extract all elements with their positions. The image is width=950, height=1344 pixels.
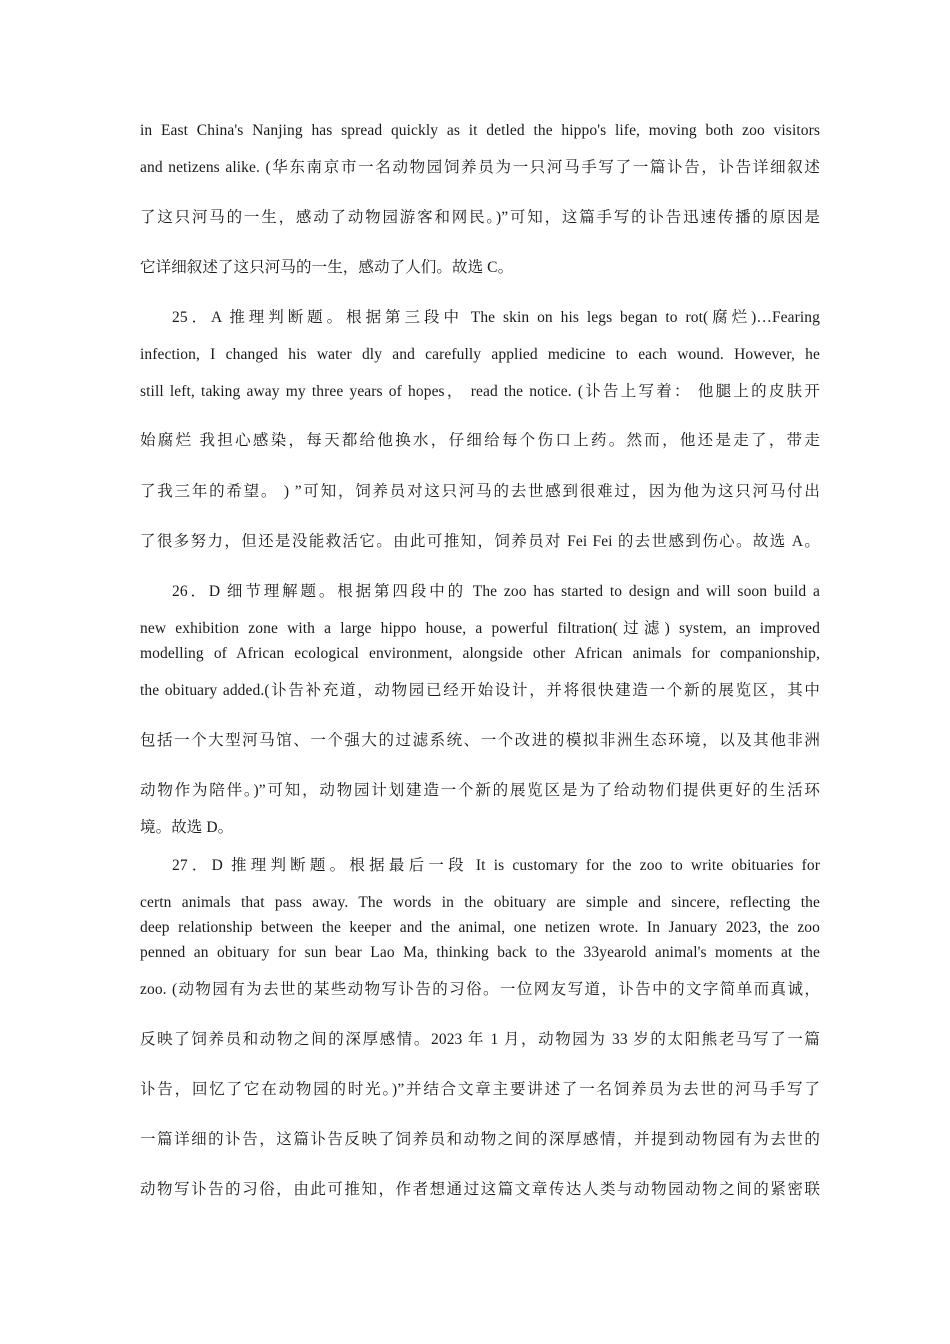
text-line: 包括一个大型河马馆、一个强大的过滤系统、一个改进的模拟非洲生态环境，以及其他非洲 (140, 732, 820, 749)
text-line: 一篇详细的讣告，这篇讣告反映了饲养员和动物之间的深厚感情，并提到动物园有为去世的 (140, 1131, 820, 1148)
text-line: certn animals that pass away. The words in the obituary are simple and sincere, reflecting the (140, 894, 820, 911)
answer-26-heading: 26．D 细节理解题。根据第四段中的 The zoo has started to design and will soon build a (172, 583, 820, 600)
text-line: new exhibition zone with a large hippo house, a powerful filtration(过滤) system, an improved (140, 620, 820, 637)
text-line: 始腐烂 我担心感染，每天都给他换水，仔细给每个伤口上药。然而，他还是走了，带走 (140, 432, 820, 449)
text-line: zoo. (动物园有为去世的某些动物写讣告的习俗。一位网友写道，讣告中的文字简单而真诚， (140, 981, 820, 998)
text-line: deep relationship between the keeper and the animal, one netizen wrote. In January 2023, the zoo (140, 919, 820, 936)
text-line: in East China's Nanjing has spread quickly as it detled the hippo's life, moving both zoo visitors (140, 122, 820, 139)
text-line: 境。故选 D。 (140, 819, 234, 836)
answer-25-heading: 25．A 推理判断题。根据第三段中 The skin on his legs began to rot(腐烂)…Fearing (172, 309, 820, 326)
text-line: modelling of African ecological environment, alongside other African animals for companionship, (140, 645, 820, 662)
text-line: 动物作为陪伴。)”可知，动物园计划建造一个新的展览区是为了给动物们提供更好的生活环 (140, 782, 820, 799)
text-line: 了我三年的希望。 ) ”可知，饲养员对这只河马的去世感到很难过，因为他为这只河马付出 (140, 483, 820, 500)
text-line: infection, I changed his water dly and carefully applied medicine to each wound. However, he (140, 346, 820, 363)
text-line: 反映了饲养员和动物之间的深厚感情。2023 年 1 月，动物园为 33 岁的太阳熊老马写了一篇 (140, 1031, 820, 1048)
text-line: 了很多努力，但还是没能救活它。由此可推知，饲养员对 Fei Fei 的去世感到伤心。故选 A。 (140, 533, 820, 550)
answer-27-heading: 27．D 推理判断题。根据最后一段 It is customary for the zoo to write obituaries for (172, 857, 820, 874)
text-line: 讣告，回忆了它在动物园的时光。)”并结合文章主要讲述了一名饲养员为去世的河马手写了 (140, 1081, 820, 1098)
text-line: penned an obituary for sun bear Lao Ma, thinking back to the 33yearold animal's moments at the (140, 944, 820, 961)
text-line: still left, taking away my three years of hopes， read the notice. (讣告上写着： 他腿上的皮肤开 (140, 383, 820, 400)
text-line: 动物写讣告的习俗，由此可推知，作者想通过这篇文章传达人类与动物园动物之间的紧密联 (140, 1181, 820, 1198)
text-line: the obituary added.(讣告补充道，动物园已经开始设计，并将很快建造一个新的展览区，其中 (140, 682, 820, 699)
text-line: and netizens alike. (华东南京市一名动物园饲养员为一只河马手写了一篇讣告，讣告详细叙述 (140, 159, 820, 176)
text-line: 了这只河马的一生，感动了动物园游客和网民。)”可知，这篇手写的讣告迅速传播的原因是 (140, 209, 820, 226)
text-line: 它详细叙述了这只河马的一生，感动了人们。故选 C。 (140, 259, 514, 276)
